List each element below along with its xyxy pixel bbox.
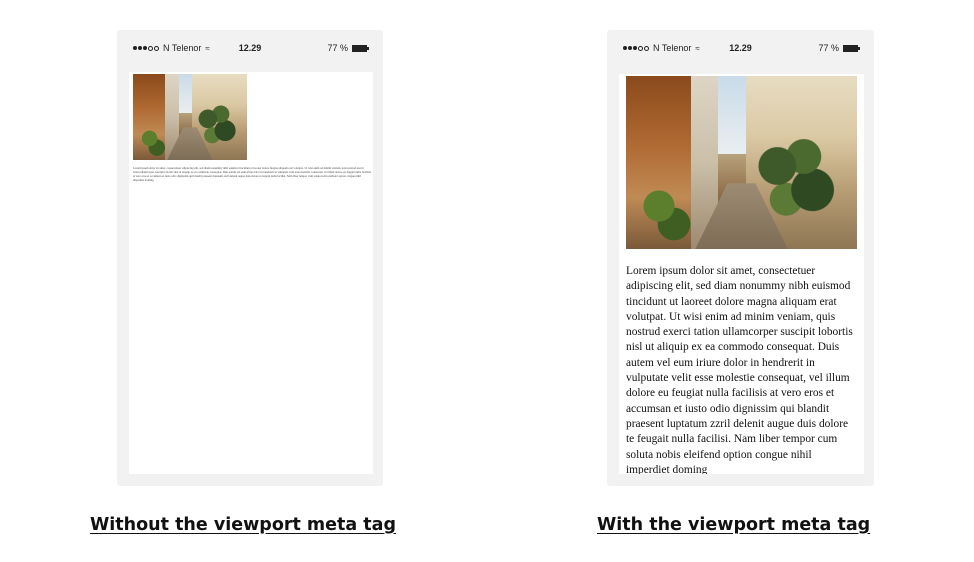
- alley-photo: [626, 76, 857, 249]
- wifi-icon: ≈: [205, 43, 210, 53]
- battery-percent: 77 %: [818, 43, 839, 53]
- alley-photo: [133, 74, 247, 160]
- photo-part: [635, 182, 695, 243]
- caption-with-viewport: With the viewport meta tag: [597, 515, 871, 535]
- phone-mockup-with-viewport: [607, 30, 874, 486]
- battery-icon: [352, 45, 367, 52]
- wifi-icon: ≈: [695, 43, 700, 53]
- battery-percent: 77 %: [327, 43, 348, 53]
- phone-screen: [619, 74, 864, 474]
- status-time: 12.29: [729, 43, 752, 53]
- body-paragraph: Lorem ipsum dolor sit amet, consectetuer adipiscing elit, sed diam nonummy nibh euismod tincidunt ut laoreet dolore magna aliquam erat volutpat. Ut wisi enim ad minim veniam, quis nostrud exerci tation ullamcorper suscipit lobortis nisl ut aliquip ex ea commodo consequat. Duis autem vel eum iriure dolor in hendrerit in vulputate velit esse molestie consequat, vel illum dolore eu feugiat nulla facilisis at vero eros et accumsan et iusto odio dignissim qui blandit praesent luptatum zzril delenit augue duis dolore te feugait nulla facilisi. Nam liber tempor cum soluta nobis eleifend option congue nihil imperdiet doming: [133, 166, 371, 183]
- photo-part: [179, 74, 193, 113]
- battery-icon: [843, 45, 858, 52]
- battery-indicator: [818, 43, 858, 53]
- status-time: 12.29: [238, 43, 262, 53]
- carrier-name: N Telenor: [163, 43, 202, 53]
- battery-indicator: [327, 43, 367, 53]
- caption-without-viewport: Without the viewport meta tag: [90, 515, 397, 535]
- photo-part: [195, 100, 238, 147]
- photo-part: [138, 126, 168, 156]
- phone-screen: [129, 72, 373, 474]
- status-bar: [607, 40, 874, 56]
- body-paragraph: Lorem ipsum dolor sit amet, consectetuer adipiscing elit, sed diam nonummy nibh euismod tincidunt ut laoreet dolore magna aliquam erat volutpat. Ut wisi enim ad minim veniam, quis nostrud exerci tation ullamcorper suscipit lobortis nisl ut aliquip ex ea commodo consequat. Duis autem vel eum iriure dolor in hendrerit in vulputate velit esse molestie consequat, vel illum dolore eu feugiat nulla facilisis at vero eros et accumsan et iusto odio dignissim qui blandit praesent luptatum zzril delenit augue duis dolore te feugait nulla facilisi. Nam liber tempor cum soluta nobis eleifend option congue nihil imperdiet doming: [626, 265, 853, 474]
- photo-part: [751, 128, 839, 223]
- carrier-name: N Telenor: [653, 43, 692, 53]
- phone-mockup-without-viewport: [117, 30, 383, 486]
- photo-part: [718, 76, 746, 154]
- status-bar: [117, 40, 383, 56]
